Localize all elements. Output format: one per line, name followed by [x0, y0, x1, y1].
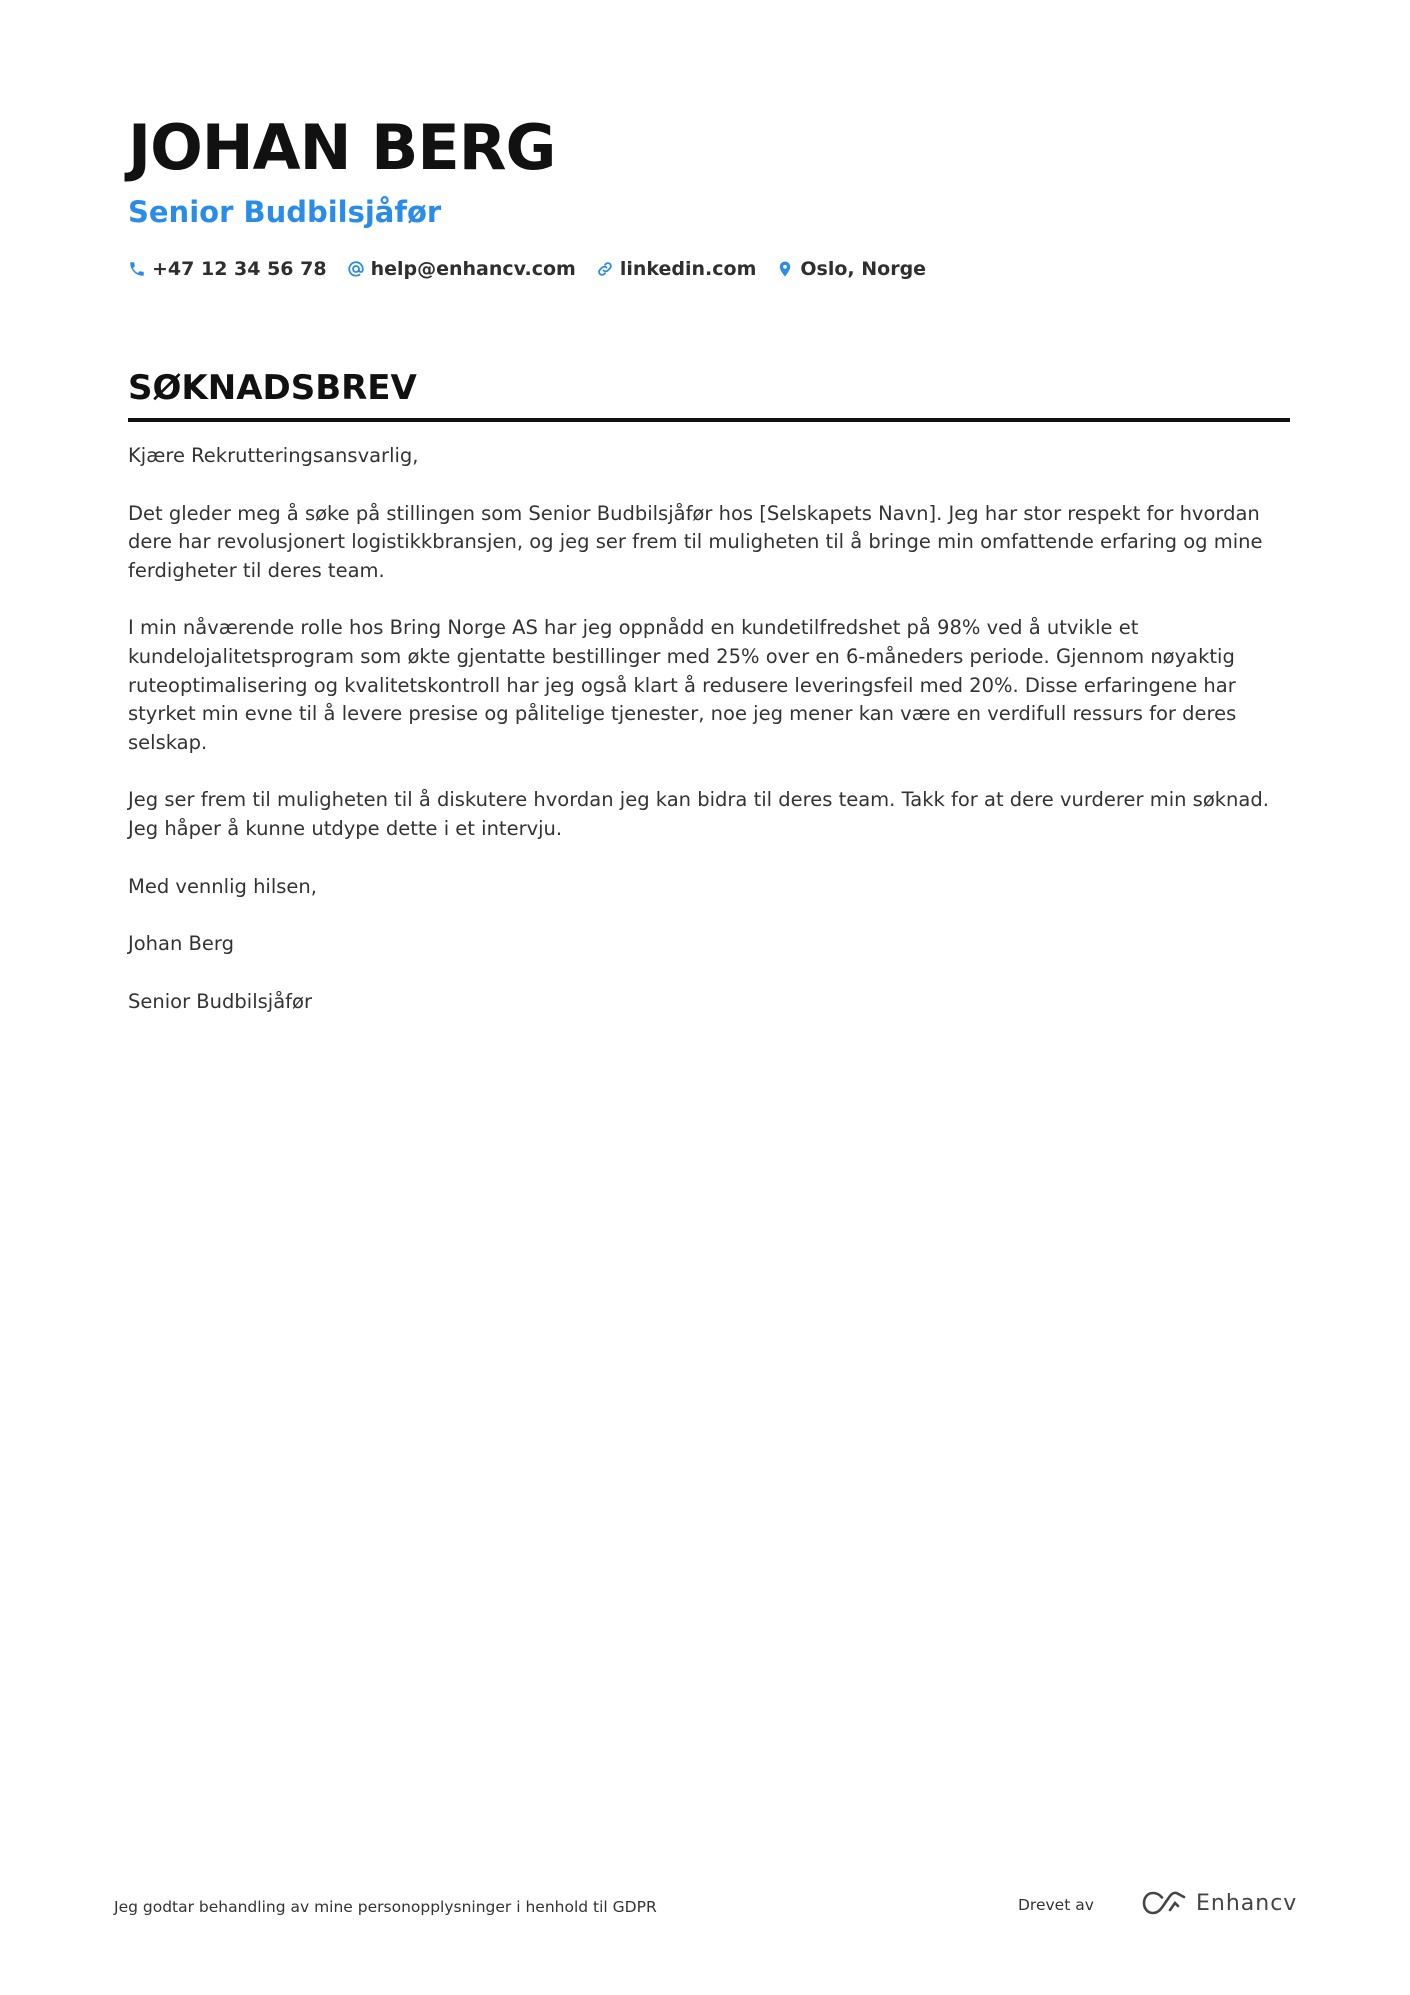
phone-text[interactable]: +47 12 34 56 78 [152, 258, 327, 280]
letter-paragraph-3: Jeg ser frem til muligheten til å diskutere hvordan jeg kan bidra til deres team. Takk for at dere vurderer min søknad. Jeg håper å kunne utdype dette i et intervju. [128, 788, 1269, 840]
contact-bar [128, 252, 1288, 286]
contact-location [776, 258, 926, 280]
powered-by-label: Drevet av [1018, 1896, 1094, 1914]
signature-name: Johan Berg [128, 932, 234, 956]
letter-closing: Med vennlig hilsen, [128, 874, 317, 898]
cover-letter-section [128, 364, 1290, 1045]
linkedin-text[interactable]: linkedin.com [619, 258, 757, 280]
contact-linkedin [596, 258, 757, 280]
email-text[interactable]: help@enhancv.com [370, 258, 576, 280]
job-title: Senior Budbilsjåfør [128, 195, 442, 229]
contact-email [347, 258, 576, 280]
section-title: SØKNADSBREV [128, 368, 417, 408]
enhancv-brand[interactable] [1140, 1888, 1297, 1918]
footer [114, 1886, 1298, 1926]
contact-phone [128, 258, 327, 280]
location-pin-icon [776, 260, 794, 278]
letter-paragraph-1: Det gleder meg å søke på stillingen som Senior Budbilsjåfør hos [Selskapets Navn]. Jeg har stor respekt for hvordan dere har revolusjonert logistikkbransjen, og jeg ser frem til muligheten til å bringe min omfattende erfaring og mine ferdigheter til deres team. [128, 501, 1263, 582]
gdpr-consent-text: Jeg godtar behandling av mine personopplysninger i henhold til GDPR [114, 1898, 657, 1916]
header [128, 108, 1288, 286]
letter-body [128, 442, 1290, 1016]
letter-paragraph-2: I min nåværende rolle hos Bring Norge AS har jeg oppnådd en kundetilfredshet på 98% ved å utvikle et kundelojalitetsprogram som økte gjentatte bestillinger med 25% over en 6-måneders periode. Gjennom nøyaktig ruteoptimalisering og kvalitetskontroll har jeg også klart å redusere leveringsfeil med 20%. Disse erfaringene har styrket min evne til å levere presise og pålitelige tjenester, noe jeg mener kan være en verdifull ressurs for deres selskap. [128, 616, 1237, 754]
location-text: Oslo, Norge [800, 258, 927, 280]
at-icon [347, 260, 365, 278]
applicant-name: JOHAN BERG [128, 111, 556, 184]
section-divider [128, 418, 1290, 422]
link-icon [596, 260, 614, 278]
enhancv-logo-icon [1140, 1888, 1188, 1918]
phone-icon [128, 260, 146, 278]
signature-title: Senior Budbilsjåfør [128, 989, 312, 1013]
enhancv-brand-name: Enhancv [1196, 1890, 1298, 1916]
letter-greeting: Kjære Rekrutteringsansvarlig, [128, 444, 419, 467]
